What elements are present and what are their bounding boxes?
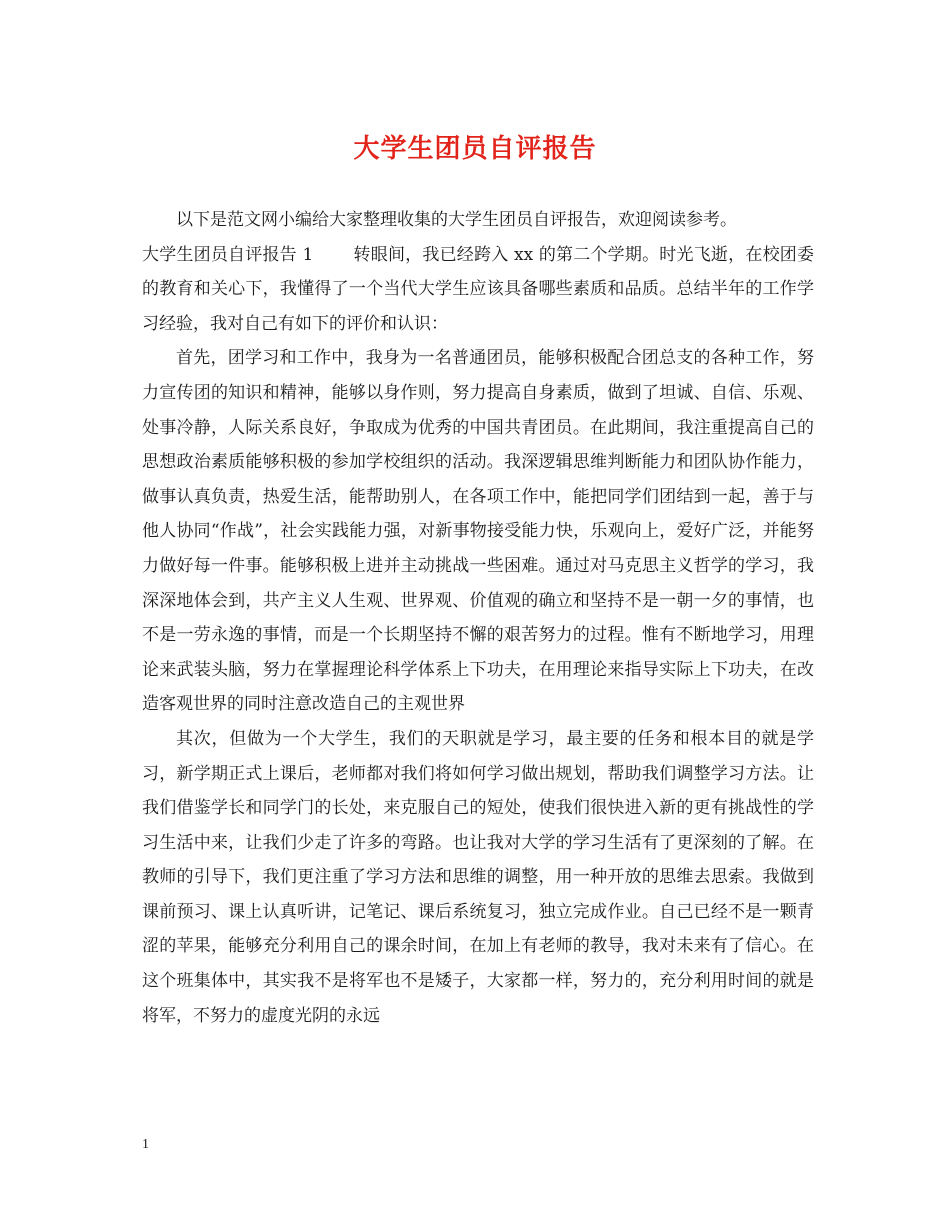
body-paragraph-1: 首先，团学习和工作中，我身为一名普通团员，能够积极配合团总支的各种工作，努力宣传团的知识和精神，能够以身作则，努力提高自身素质，做到了坦诚、自信、乐观、处事冷静，人际关系良好，争取成为优秀的中国共青团员。在此期间，我注重提高自己的思想政治素质能够积极的参加学校组织的活动。我深逻辑思维判断能力和团队协作能力，做事认真负责，热爱生活，能帮助别人，在各项工作中，能把同学们团结到一起，善于与他人协同“作战”，社会实践能力强，对新事物接受能力快，乐观向上，爱好广泛，并能努力做好每一件事。能够积极上进并主动挑战一些困难。通过对马克思主义哲学的学习，我深深地体会到，共产主义人生观、世界观、价值观的确立和坚持不是一朝一夕的事情，也不是一劳永逸的事情，而是一个长期坚持不懈的艰苦努力的过程。惟有不断地学习，用理论来武装头脑，努力在掌握理论科学体系上下功夫，在用理论来指导实际上下功夫，在改造客观世界的同时注意改造自己的主观世界 — [142, 348, 814, 715]
section-paragraph — [142, 238, 814, 342]
body-paragraph-2: 其次，但做为一个大学生，我们的天职就是学习，最主要的任务和根本目的就是学习，新学期正式上课后，老师都对我们将如何学习做出规划，帮助我们调整学习方法。让我们借鉴学长和同学门的长处，来克服自己的短处，使我们很快进入新的更有挑战性的学习生活中来，让我们少走了许多的弯路。也让我对大学的学习生活有了更深刻的了解。在教师的引导下，我们更注重了学习方法和思维的调整，用一种开放的思维去思索。我做到课前预习、课上认真听讲，记笔记、课后系统复习，独立完成作业。自己已经不是一颗青涩的苹果，能够充分利用自己的课余时间，在加上有老师的教导，我对未来有了信心。在这个班集体中，其实我不是将军也不是矮子，大家都一样，努力的，充分利用时间的就是将军，不努力的虚度光阴的永远 — [142, 728, 814, 1026]
section-opening-text: 转眼间，我已经跨入 xx 的第二个学期。时光飞逝，在校团委的教育和关心下，我懂得了一个当代大学生应该具备哪些素质和品质。总结半年的工作学习经验，我对自己有如下的评价和认识： — [142, 244, 814, 334]
page-number: 1 — [142, 1137, 149, 1152]
document-title: 大学生团员自评报告 — [353, 134, 597, 164]
section-heading: 大学生团员自评报告 1 — [142, 244, 314, 265]
intro-paragraph: 以下是范文网小编给大家整理收集的大学生团员自评报告，欢迎阅读参考。 — [176, 210, 737, 230]
document-body — [142, 203, 814, 1033]
